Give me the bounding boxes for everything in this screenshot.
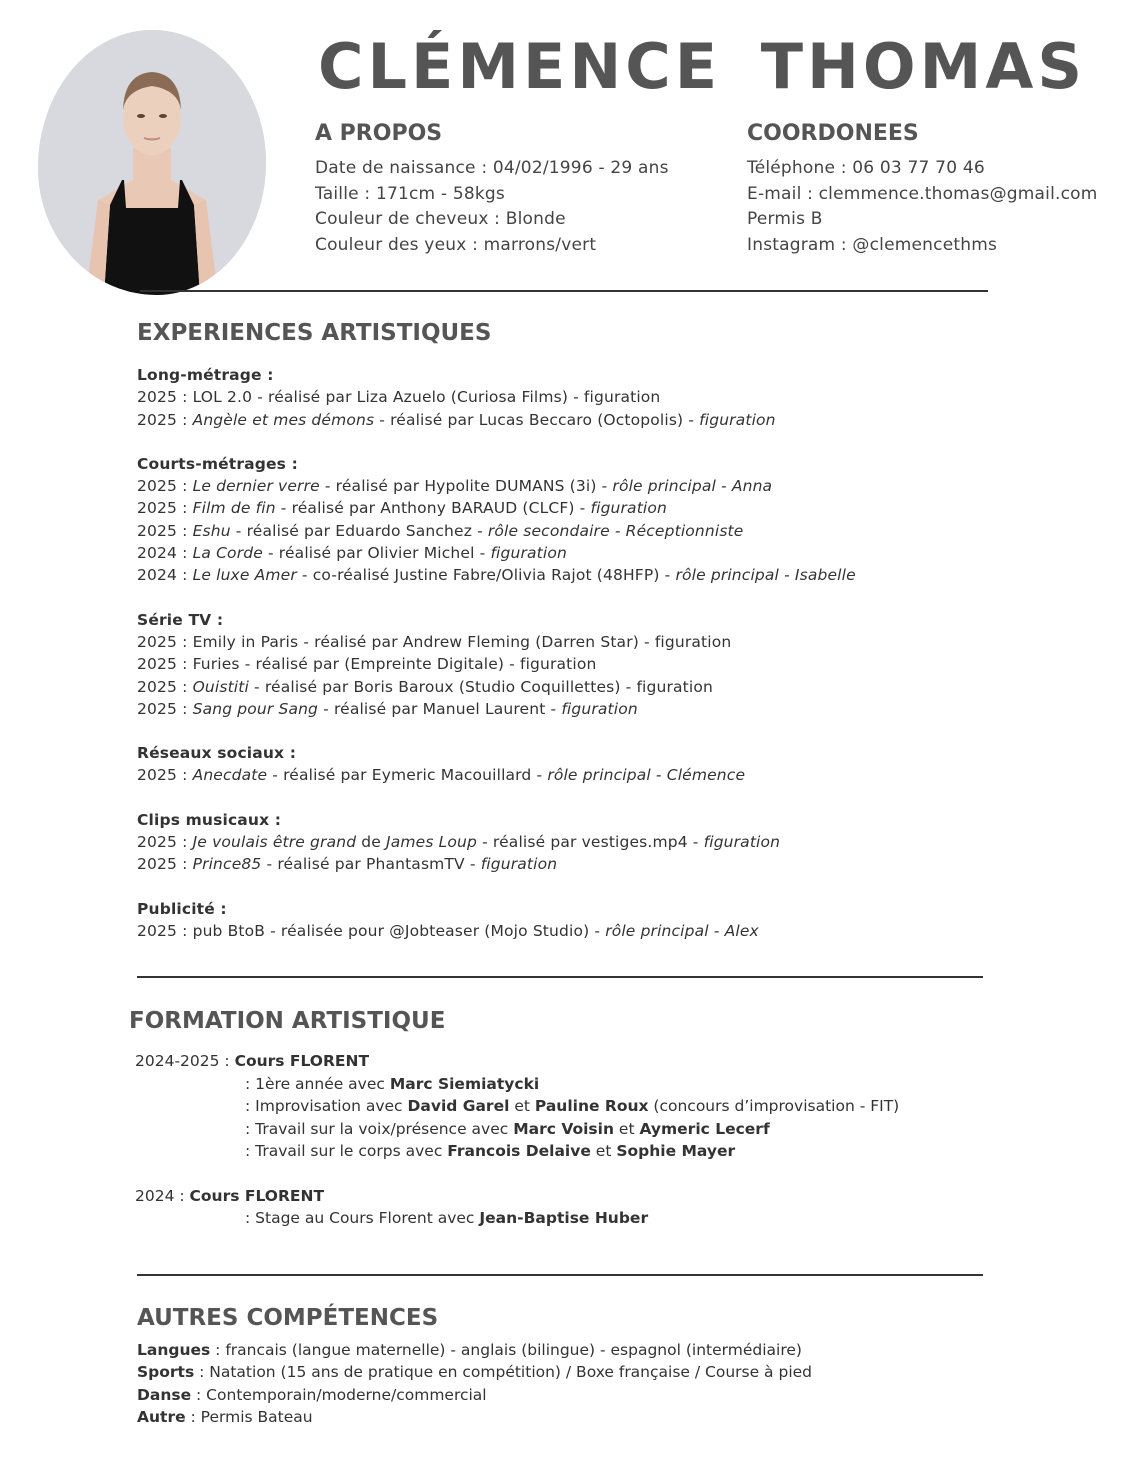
list-item: 2025 : Furies - réalisé par (Empreinte Digitale) - figuration [137,655,597,674]
list-item: 2025 : Prince85 - réalisé par PhantasmTV - figuration [137,855,558,874]
list-item: 2025 : Angèle et mes démons - réalisé par Lucas Beccaro (Octopolis) - figuration [137,410,776,429]
list-item: 2024-2025 : Cours FLORENT [135,1052,370,1070]
serie-tv-label: Série TV : [137,610,224,629]
first-name: CLÉMENCE [318,30,722,103]
courts-metrages-label: Courts-métrages : [137,454,298,473]
email: E-mail : clemmence.thomas@gmail.com [747,183,1098,204]
divider-experiences [137,976,983,978]
portrait-illustration [38,30,266,295]
list-item: 2025 : Sang pour Sang - réalisé par Manuel Laurent - figuration [137,699,638,718]
divider-formation [137,1274,983,1276]
list-item: 2024 : Cours FLORENT [135,1186,325,1205]
candidate-name [318,30,1086,103]
hair-color: Couleur de cheveux : Blonde [315,209,566,229]
list-item: 2024 : Le luxe Amer - co-réalisé Justine Fabre/Olivia Rajot (48HFP) - rôle principal - Isabelle [137,566,856,585]
contact-details [747,156,1098,258]
about-details [315,156,669,258]
list-item: Autre : Permis Bateau [137,1407,313,1426]
experiences-list [137,364,856,942]
about-heading: A PROPOS [315,121,443,146]
list-item: 2025 : Anecdate - réalisé par Eymeric Macouillard - rôle principal - Clémence [137,766,746,785]
list-item: 2025 : Le dernier verre - réalisé par Hypolite DUMANS (3i) - rôle principal - Anna [137,477,773,496]
list-item: 2025 : LOL 2.0 - réalisé par Liza Azuelo (Curiosa Films) - figuration [137,388,661,407]
list-item: : Improvisation avec David Garel et Pauline Roux (concours d’improvisation - FIT) [245,1097,900,1115]
formation-title: FORMATION ARTISTIQUE [129,1008,446,1034]
list-item: Danse : Contemporain/moderne/commercial [137,1385,487,1404]
list-item: 2025 : Eshu - réalisé par Eduardo Sanchez - rôle secondaire - Réceptionniste [137,521,744,540]
license: Permis B [747,209,823,229]
list-item: : 1ère année avec Marc Siemiatycki [245,1074,540,1093]
contact-heading: COORDONEES [747,121,919,146]
profile-photo [38,30,266,295]
clips-label: Clips musicaux : [137,810,282,829]
skills-title: AUTRES COMPÉTENCES [137,1305,439,1331]
skills-list [137,1339,812,1428]
list-item: Sports : Natation (15 ans de pratique en compétition) / Boxe française / Course à pied [137,1363,813,1382]
height-weight: Taille : 171cm - 58kgs [315,183,505,204]
divider-header [140,290,988,292]
experiences-title: EXPERIENCES ARTISTIQUES [137,320,492,346]
list-item: : Travail sur le corps avec Francois Delaive et Sophie Mayer [245,1142,736,1160]
list-item: 2025 : Ouistiti - réalisé par Boris Baroux (Studio Coquillettes) - figuration [137,677,713,696]
last-name: THOMAS [760,30,1086,103]
list-item: 2025 : Emily in Paris - réalisé par Andrew Fleming (Darren Star) - figuration [137,632,732,651]
reseaux-sociaux-label: Réseaux sociaux : [137,744,297,763]
list-item: 2025 : pub BtoB - réalisée pour @Jobteaser (Mojo Studio) - rôle principal - Alex [137,921,759,940]
long-metrage-label: Long-métrage : [137,366,274,384]
formation-list [135,1050,899,1230]
list-item: 2025 : Je voulais être grand de James Loup - réalisé par vestiges.mp4 - figuration [137,833,781,852]
list-item: Langues : francais (langue maternelle) - anglais (bilingue) - espagnol (intermédiaire) [137,1341,802,1359]
birth-date: Date de naissance : 04/02/1996 - 29 ans [315,158,669,178]
list-item: 2024 : La Corde - réalisé par Olivier Michel - figuration [137,544,567,563]
publicite-label: Publicité : [137,899,227,918]
list-item: : Stage au Cours Florent avec Jean-Baptise Huber [245,1209,649,1227]
list-item: : Travail sur la voix/présence avec Marc Voisin et Aymeric Lecerf [245,1119,770,1138]
list-item: 2025 : Film de fin - réalisé par Anthony BARAUD (CLCF) - figuration [137,499,667,518]
instagram: Instagram : @clemencethms [747,234,998,255]
eye-color: Couleur des yeux : marrons/vert [315,234,597,255]
phone: Téléphone : 06 03 77 70 46 [747,158,985,178]
